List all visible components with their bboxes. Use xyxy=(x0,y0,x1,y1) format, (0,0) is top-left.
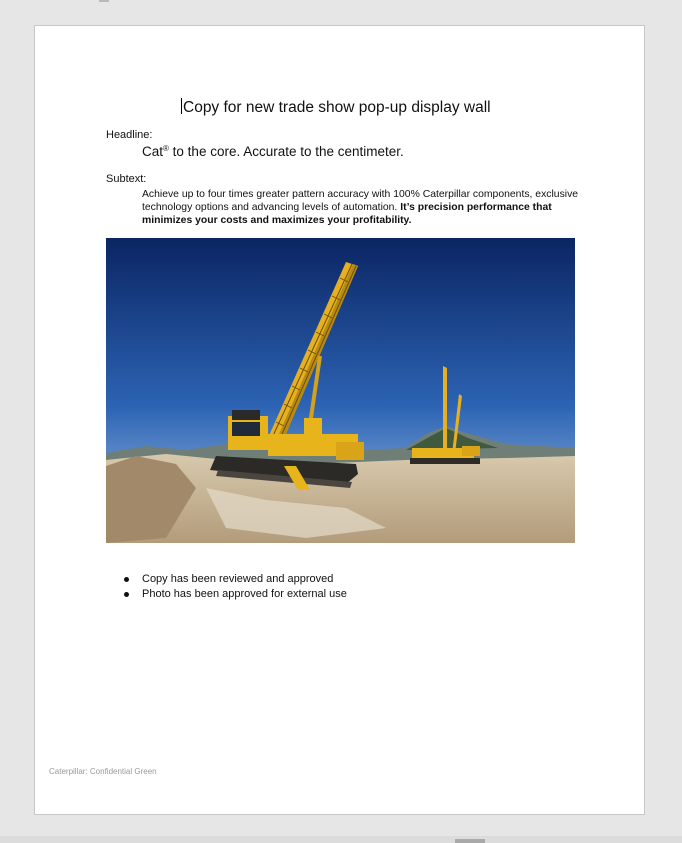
confidentiality-footer: Caterpillar: Confidential Green xyxy=(49,767,157,776)
drill-rig-illustration xyxy=(106,238,575,543)
subtext-body xyxy=(142,188,582,227)
document-page[interactable] xyxy=(34,25,645,815)
document-title[interactable] xyxy=(181,98,491,117)
list-item-text: Copy has been reviewed and approved xyxy=(142,573,334,585)
bullet-icon xyxy=(124,577,129,582)
headline-rest: to the core. Accurate to the centimeter. xyxy=(168,144,404,159)
list-item xyxy=(124,572,347,587)
list-item-text: Photo has been approved for external use xyxy=(142,588,347,600)
headline-brand: Cat xyxy=(142,144,164,159)
window-top-marker xyxy=(99,0,109,2)
subtext-label: Subtext: xyxy=(106,173,147,185)
headline-text xyxy=(142,144,404,159)
scroll-thumb[interactable] xyxy=(455,839,485,843)
list-item xyxy=(124,587,347,602)
subtext-regular: Achieve up to four times greater pattern accuracy with 100% Caterpillar components, exclusive technology options and advancing levels of automation. xyxy=(142,189,579,213)
drill-rig-photo[interactable] xyxy=(106,238,575,543)
headline-label: Headline: xyxy=(106,129,153,141)
registered-mark: ® xyxy=(163,144,169,153)
text-cursor xyxy=(181,98,182,114)
document-title-text: Copy for new trade show pop-up display wall xyxy=(183,99,491,116)
subtext-bold: It’s precision performance that minimizes your costs and maximizes your profitability. xyxy=(142,202,552,226)
bullet-icon xyxy=(124,592,129,597)
bottom-scrollbar[interactable] xyxy=(0,836,682,843)
checklist xyxy=(124,572,347,602)
